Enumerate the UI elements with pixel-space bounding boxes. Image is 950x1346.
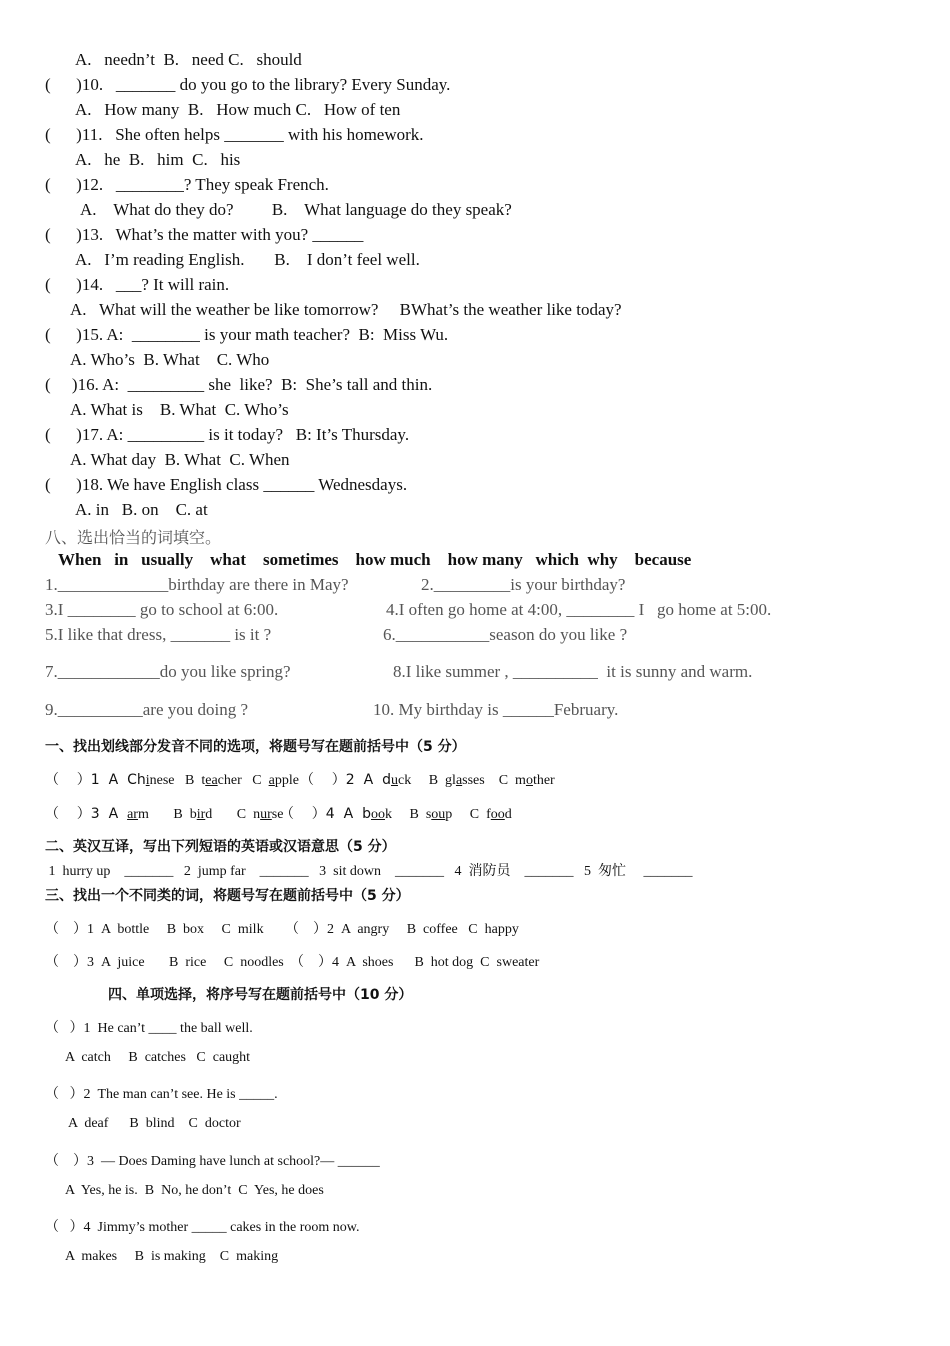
question-12: ( )12. ________? They speak French. — [45, 175, 329, 194]
q15-options: A. Who’s B. What C. Who — [70, 350, 270, 369]
part4-title: 四、单项选择，将序号写在题前括号中（10 分） — [108, 987, 413, 1003]
question-10: ( )10. _______ do you go to the library? Every Sunday. — [45, 75, 451, 94]
fill-item-9: 9.__________are you doing ? — [45, 700, 249, 719]
question-11: ( )11. She often helps _______ with his homework. — [45, 125, 424, 144]
part4-q1-options: A catch B catches C caught — [65, 1050, 251, 1065]
part1-q1: （ ）1 A Chinese B teacher C apple — [45, 772, 299, 788]
part1-q3: （ ）3 A arm B bird C nurse — [45, 806, 284, 822]
fill-item-8: 8.I like summer , __________ it is sunny and warm. — [393, 662, 753, 681]
word-bank: When in usually what sometimes how much how many which why because — [58, 550, 692, 569]
question-14: ( )14. ___? It will rain. — [45, 275, 230, 294]
fill-item-10: 10. My birthday is ______February. — [373, 700, 619, 719]
section8-title: 八、选出恰当的词填空。 — [45, 528, 222, 547]
question-13: ( )13. What’s the matter with you? ______ — [45, 225, 364, 244]
part3-q4: （ ）4 A shoes B hot dog C sweater — [290, 955, 540, 970]
fill-item-4: 4.I often go home at 4:00, ________ I go home at 5:00. — [386, 600, 772, 619]
fill-item-1: 1._____________birthday are there in May? — [45, 575, 349, 594]
part3-q1: （ ）1 A bottle B box C milk — [45, 922, 264, 937]
part1-q4: （ ）4 A book B soup C food — [280, 806, 512, 822]
question-15: ( )15. A: ________ is your math teacher? B: Miss Wu. — [45, 325, 449, 344]
part1-title: 一、找出划线部分发音不同的选项，将题号写在题前括号中（5 分） — [45, 739, 466, 755]
part4-q4: （ ）4 Jimmy’s mother _____ cakes in the room now. — [45, 1220, 360, 1235]
q10-options: A. How many B. How much C. How of ten — [75, 100, 401, 119]
q12-options: A. What do they do? B. What language do they speak? — [80, 200, 512, 219]
part4-q3: （ ）3 — Does Daming have lunch at school?— ______ — [45, 1154, 380, 1169]
question-16: ( )16. A: _________ she like? B: She’s tall and thin. — [45, 375, 433, 394]
q18-options: A. in B. on C. at — [75, 500, 208, 519]
q9-options: A. needn’t B. need C. should — [75, 50, 302, 69]
part4-q2: （ ）2 The man can’t see. He is _____. — [45, 1087, 278, 1102]
part4-q2-options: A deaf B blind C doctor — [68, 1116, 241, 1131]
q14-options: A. What will the weather be like tomorrow? BWhat’s the weather like today? — [70, 300, 622, 319]
part3-q3: （ ）3 A juice B rice C noodles — [45, 955, 284, 970]
part3-title: 三、找出一个不同类的词，将题号写在题前括号中（5 分） — [45, 888, 410, 904]
part3-q2: （ ）2 A angry B coffee C happy — [285, 922, 519, 937]
question-18: ( )18. We have English class ______ Wednesdays. — [45, 475, 408, 494]
q17-options: A. What day B. What C. When — [70, 450, 290, 469]
question-17: ( )17. A: _________ is it today? B: It’s Thursday. — [45, 425, 410, 444]
fill-item-6: 6.___________season do you like ? — [383, 625, 628, 644]
q16-options: A. What is B. What C. Who’s — [70, 400, 289, 419]
fill-item-3: 3.I ________ go to school at 6:00. — [45, 600, 279, 619]
part4-q3-options: A Yes, he is. B No, he don’t C Yes, he does — [65, 1183, 324, 1198]
q13-options: A. I’m reading English. B. I don’t feel well. — [75, 250, 420, 269]
q11-options: A. he B. him C. his — [75, 150, 241, 169]
part2-title: 二、英汉互译，写出下列短语的英语或汉语意思（5 分） — [45, 839, 396, 855]
part2-line: 1 hurry up _______ 2 jump far _______ 3 sit down _______ 4 消防员 _______ 5 匆忙 _______ — [45, 864, 693, 879]
fill-item-5: 5.I like that dress, _______ is it ? — [45, 625, 272, 644]
part4-q4-options: A makes B is making C making — [65, 1249, 279, 1264]
part4-q1: （ ）1 He can’t ____ the ball well. — [45, 1021, 253, 1036]
part1-q2: （ ）2 A duck B glasses C mother — [300, 772, 555, 788]
fill-item-2: 2._________is your birthday? — [421, 575, 626, 594]
fill-item-7: 7.____________do you like spring? — [45, 662, 291, 681]
